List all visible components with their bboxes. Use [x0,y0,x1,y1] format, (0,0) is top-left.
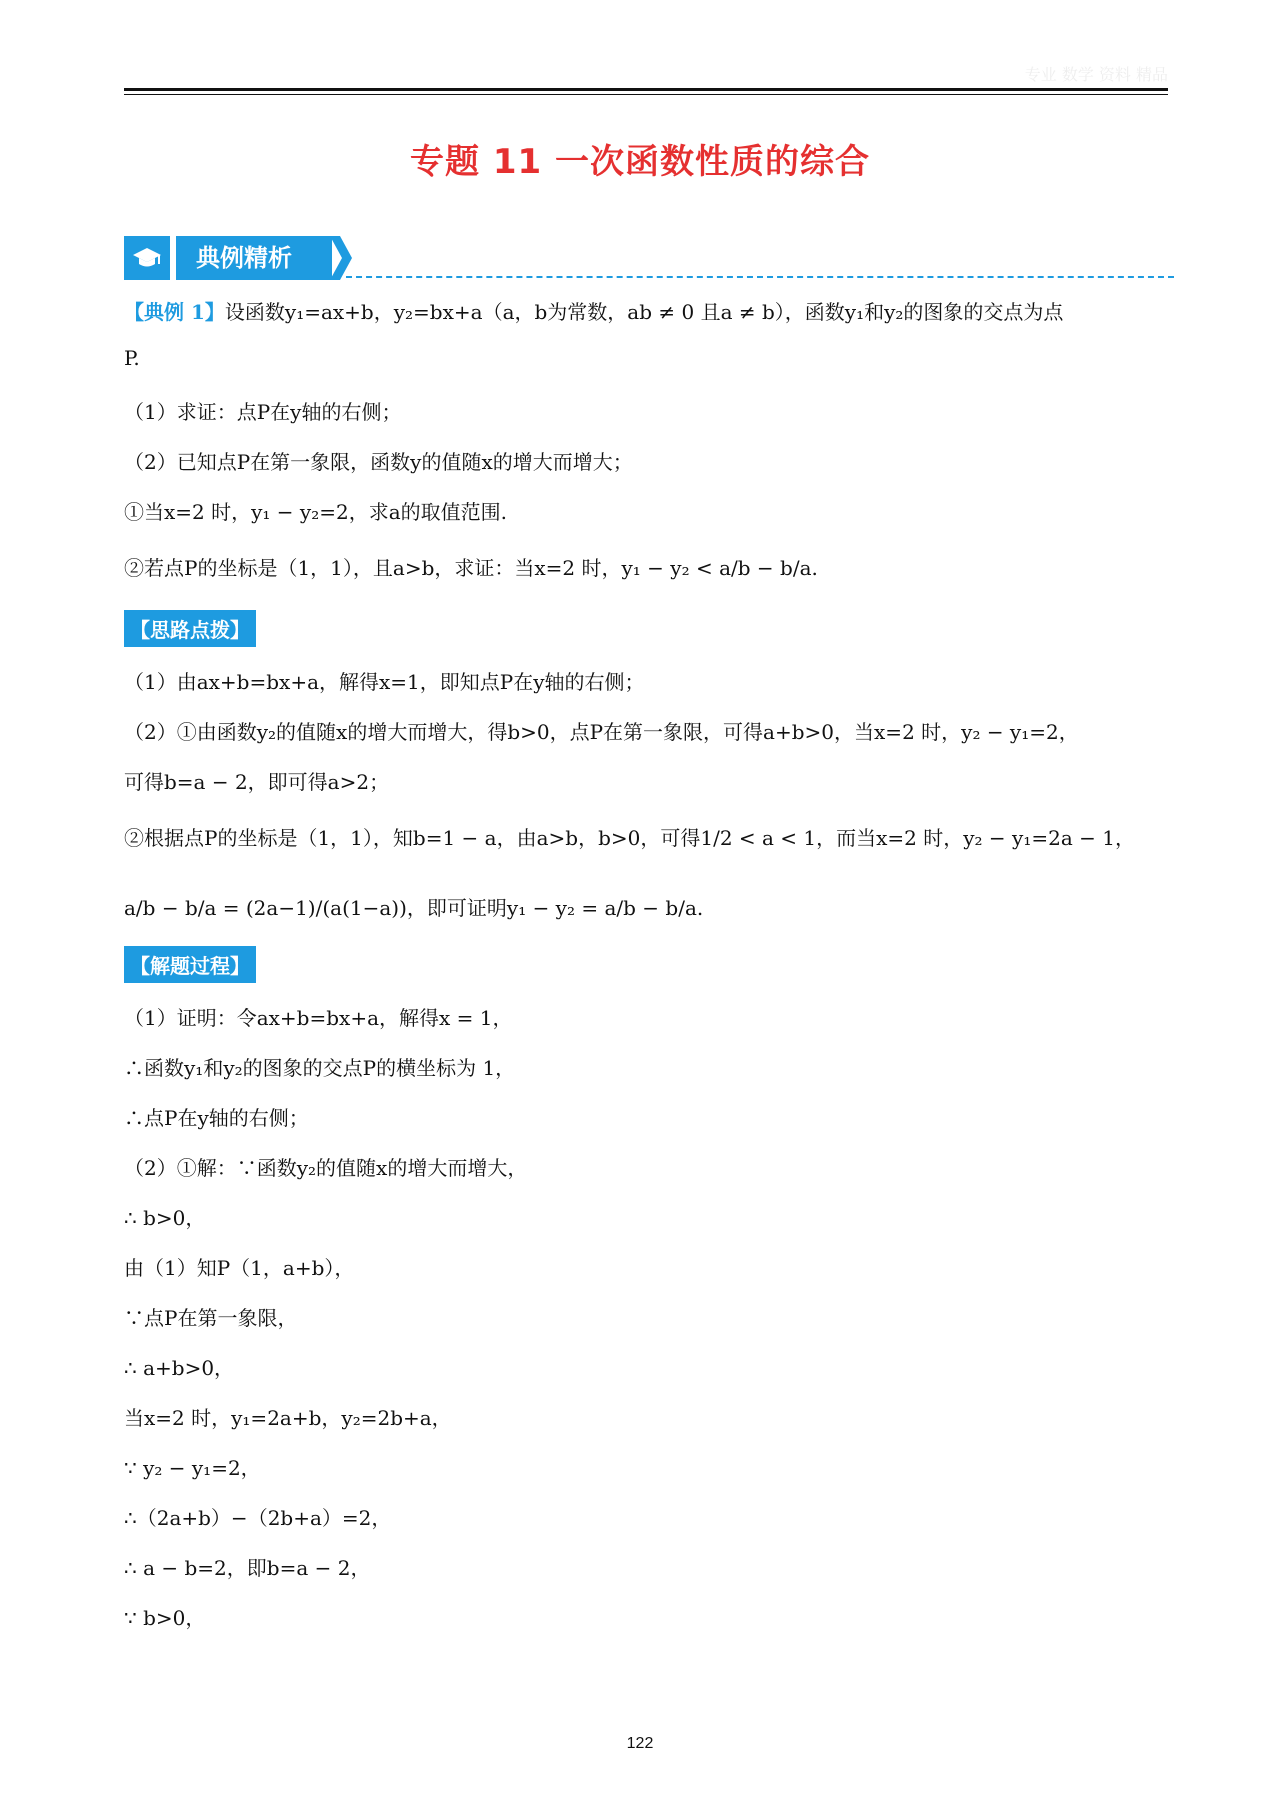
solution-line: （1）证明：令ax+b=bx+a，解得x = 1， [124,1006,513,1030]
hint-line: ②根据点P的坐标是（1，1），知b=1 − a，由a>b，b>0，可得1/2 < a < 1，而当x=2 时，y₂ − y₁=2a − 1， [124,826,1135,850]
solution-tag: 【解题过程】 [124,946,256,983]
example-line: ②若点P的坐标是（1，1），且a>b，求证：当x=2 时，y₁ − y₂ < a/b − b/a. [124,556,818,580]
section-label: 典例精析 [176,236,332,280]
header-rule-thick [124,88,1168,91]
solution-line: ∵点P在第一象限， [124,1306,298,1330]
solution-line: 由（1）知P（1，a+b）， [124,1256,355,1280]
solution-line: ∴ b>0， [124,1206,206,1230]
example-line: 【典例 1】设函数y₁=ax+b，y₂=bx+a（a，b为常数，ab ≠ 0 且a ≠ b），函数y₁和y₂的图象的交点为点 [124,300,1064,324]
graduation-cap-icon [124,236,170,280]
hint-line: a/b − b/a = (2a−1)/(a(1−a))，即可证明y₁ − y₂ = a/b − b/a. [124,896,704,920]
solution-line: ∴点P在y轴的右侧； [124,1106,309,1130]
solution-tag-line [124,946,256,983]
solution-line: ∴（2a+b）−（2b+a）=2， [124,1506,392,1530]
hint-line: （2）①由函数y₂的值随x的增大而增大，得b>0，点P在第一象限，可得a+b>0，当x=2 时，y₂ − y₁=2， [124,720,1079,744]
solution-line: ∵ b>0， [124,1606,206,1630]
section-divider [346,276,1174,278]
section-header [124,236,1174,280]
example-line: （2）已知点P在第一象限，函数y的值随x的增大而增大； [124,450,633,474]
example-tag: 【典例 1】 [124,300,225,324]
header-watermark: 专业 数学 资料 精品 [1024,65,1168,84]
solution-line: ∵ y₂ − y₁=2， [124,1456,261,1480]
solution-line: 当x=2 时，y₁=2a+b，y₂=2b+a， [124,1406,452,1430]
solution-line: ∴函数y₁和y₂的图象的交点P的横坐标为 1， [124,1056,516,1080]
example-line: P. [124,346,140,370]
page-title: 专题 11 一次函数性质的综合 [410,142,870,182]
header-rule-thin [124,94,1168,95]
hint-line: 可得b=a − 2，即可得a>2； [124,770,390,794]
hint-tag: 【思路点拨】 [124,610,256,647]
solution-line: ∴ a − b=2，即b=a − 2， [124,1556,371,1580]
example-line: （1）求证：点P在y轴的右侧； [124,400,402,424]
chevron-right-icon [328,236,354,280]
example-line: ①当x=2 时，y₁ − y₂=2，求a的取值范围. [124,500,507,524]
solution-line: （2）①解：∵函数y₂的值随x的增大而增大， [124,1156,528,1180]
hint-line: （1）由ax+b=bx+a，解得x=1，即知点P在y轴的右侧； [124,670,645,694]
page-number: 122 [626,1735,654,1752]
hint-tag-line [124,610,256,647]
solution-line: ∴ a+b>0， [124,1356,235,1380]
